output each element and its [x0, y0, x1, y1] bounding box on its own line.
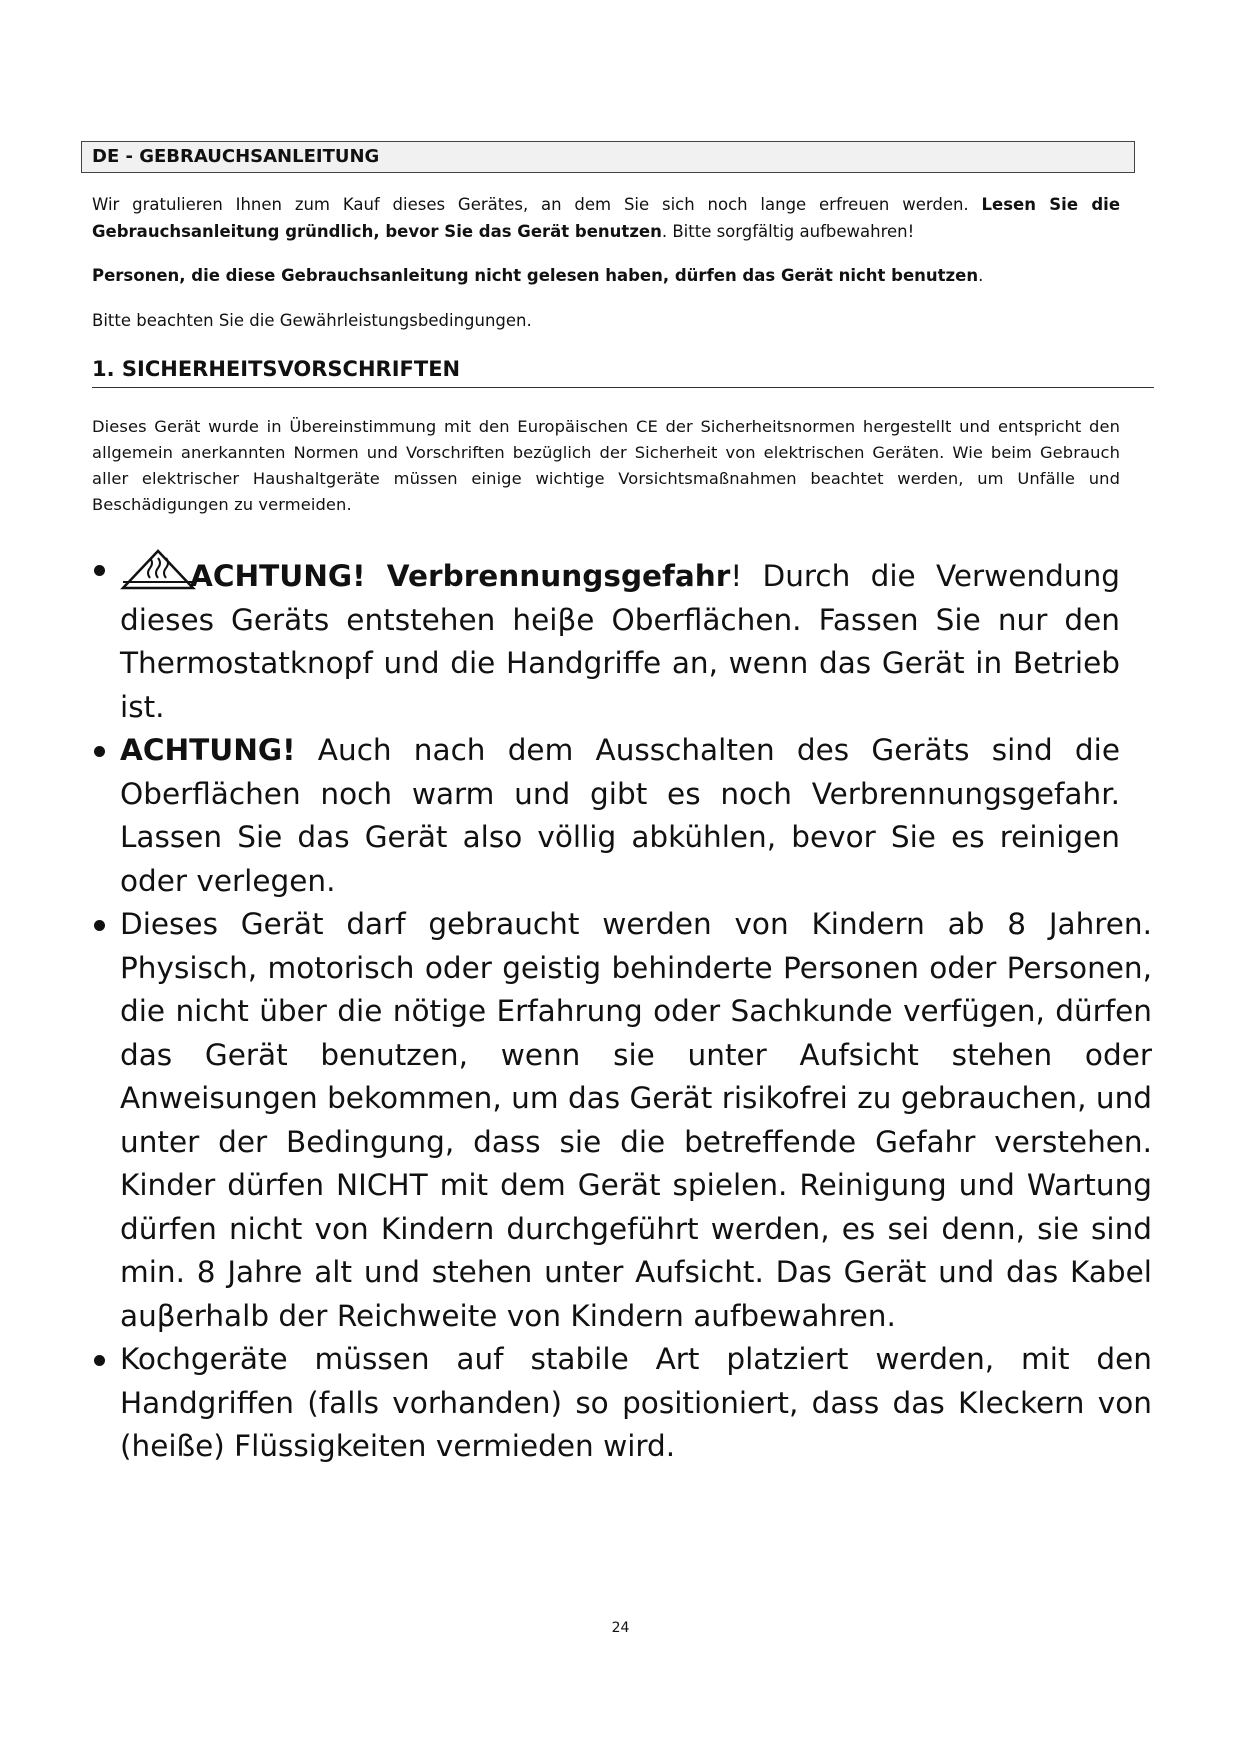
list-item	[92, 903, 1152, 1338]
warranty-note: Bitte beachten Sie die Gewährleistungsbedingungen.	[92, 311, 532, 330]
intro-text-end: . Bitte sorgfältig aufbewahren!	[661, 222, 915, 241]
bullet-bold-text: ACHTUNG!	[120, 733, 296, 767]
bullet-bold-text: ACHTUNG! Verbrennungsgefahr	[190, 559, 731, 593]
list-item	[92, 548, 1120, 729]
intro-text: Wir gratulieren Ihnen zum Kauf dieses Gerätes, an dem Sie sich noch lange erfreuen werden.	[92, 195, 982, 214]
safety-list	[92, 548, 1152, 1469]
bullet-text: Auch nach dem Ausschalten des Geräts sind die Oberflächen noch warm und gibt es noch Verbrennungsgefahr. Lassen Sie das Gerät also völlig abkühlen, bevor Sie es reinigen oder verlegen.	[120, 733, 1120, 898]
page-number: 24	[611, 1620, 630, 1636]
intro-bold-text: Lesen Sie die Gebrauchsanleitung gründlich, bevor Sie das Gerät benutzen	[92, 195, 1121, 241]
warning-bold-text: Personen, die diese Gebrauchsanleitung nicht gelesen haben, dürfen das Gerät nicht benutzen	[92, 266, 979, 285]
section-heading: 1. SICHERHEITSVORSCHRIFTEN	[92, 357, 1154, 388]
bullet-text: ! Durch die Verwendung dieses Geräts entstehen heiβe Oberflächen. Fassen Sie nur den Thermostatknopf und die Handgriffe an, wenn das Gerät in Betrieb ist.	[120, 559, 1120, 724]
safety-intro-paragraph: Dieses Gerät wurde in Übereinstimmung mit den Europäischen CE der Sicherheitsnormen hergestellt und entspricht den allgemein anerkannten Normen und Vorschriften bezüglich der Sicherheit von elektrischen Geräten. Wie beim Gebrauch aller elektrischer Haushaltgeräte müssen einige wichtige Vorsichtsmaßnahmen beachtet werden, um Unfälle und Beschädigungen zu vermeiden.	[92, 417, 1120, 514]
warning-paragraph	[92, 262, 1120, 289]
list-item	[92, 1338, 1152, 1469]
bullet-text: Kochgeräte müssen auf stabile Art platziert werden, mit den Handgriffen (falls vorhanden) so positioniert, dass das Kleckern von (heiße) Flüssigkeiten vermieden wird.	[120, 1342, 1152, 1463]
page-title: DE - GEBRAUCHSANLEITUNG	[81, 141, 1135, 173]
warning-text-end: .	[978, 266, 984, 285]
list-item	[92, 729, 1120, 903]
bullet-text: Dieses Gerät darf gebraucht werden von Kindern ab 8 Jahren. Physisch, motorisch oder geistig behinderte Personen oder Personen, die nicht über die nötige Erfahrung oder Sachkunde verfügen, dürfen das Gerät benutzen, wenn sie unter Aufsicht stehen oder Anweisungen bekommen, um das Gerät risikofrei zu gebrauchen, und unter der Bedingung, dass sie die betreffende Gefahr verstehen. Kinder dürfen NICHT mit dem Gerät spielen. Reinigung und Wartung dürfen nicht von Kindern durchgeführt werden, es sei denn, sie sind min. 8 Jahre alt und stehen unter Aufsicht. Das Gerät und das Kabel auβerhalb der Reichweite von Kindern aufbewahren.	[120, 907, 1152, 1333]
intro-paragraph	[92, 191, 1120, 245]
hot-surface-warning-icon	[120, 548, 196, 590]
